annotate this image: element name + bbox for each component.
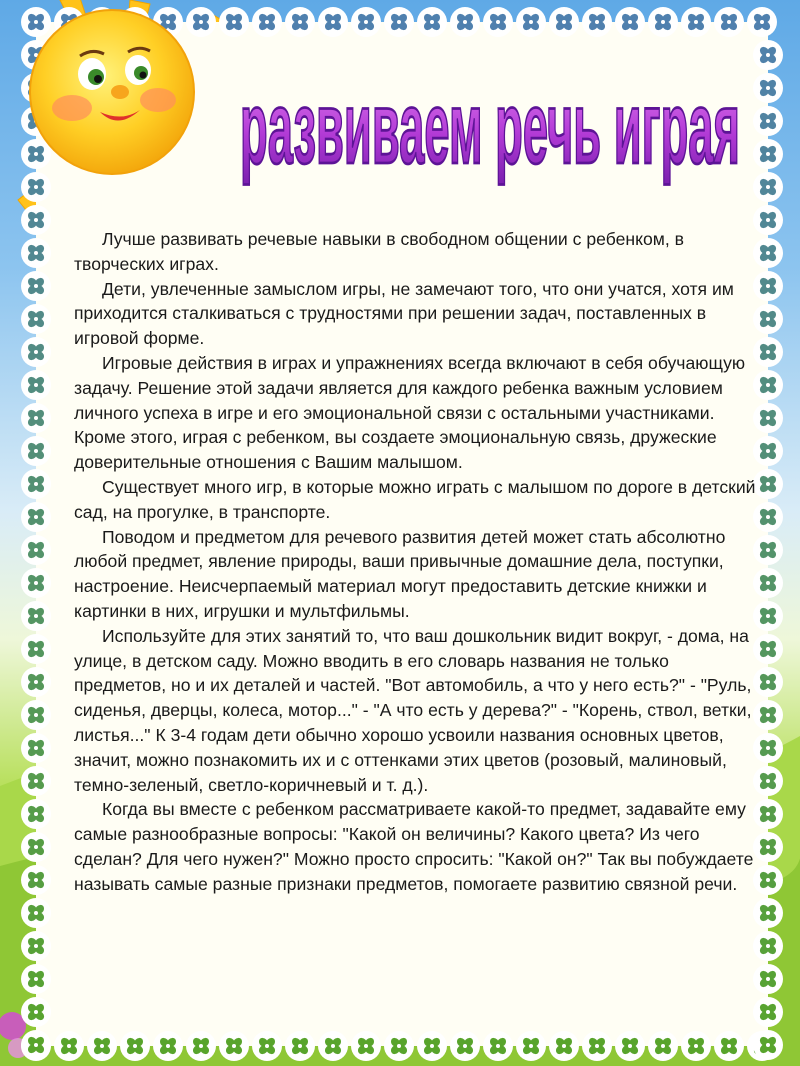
paragraph: Используйте для этих занятий то, что ваш дошкольник видит вокруг, - дома, на улице, в детском саду. Можно вводить в его словарь названия не только предметов, но и их деталей и частей. "Вот автомобиль, а что у него есть?" - "Руль, сиденья, дверцы, колеса, мотор..." - "А что есть у дерева?" - "Корень, ствол, ветки, листья..." К 3-4 годам дети обычно хорошо усвоили названия основных цветов, значит, можно познакомить их и с оттенками этих цветов (розовый, малиновый, темно-зеленый, светло-коричневый и т. д.). — [74, 625, 752, 795]
snowflake-flower-icon — [648, 7, 678, 37]
snowflake-flower-icon — [714, 7, 744, 37]
snowflake-flower-icon — [753, 139, 783, 169]
clover-icon — [384, 1031, 414, 1061]
clover-icon — [186, 1031, 216, 1061]
snowflake-flower-icon — [549, 7, 579, 37]
snowflake-flower-icon — [21, 370, 51, 400]
paragraph: Существует много игр, в которые можно играть с малышом по дороге в детский сад, на прогулке, в транспорте. — [74, 476, 756, 522]
clover-icon — [483, 1031, 513, 1061]
snowflake-flower-icon — [417, 7, 447, 37]
clover-icon — [351, 1031, 381, 1061]
snowflake-flower-icon — [450, 7, 480, 37]
snowflake-flower-icon — [483, 7, 513, 37]
clover-icon — [753, 898, 783, 928]
snowflake-flower-icon — [681, 7, 711, 37]
clover-icon — [252, 1031, 282, 1061]
clover-icon — [318, 1031, 348, 1061]
clover-icon — [753, 997, 783, 1027]
snowflake-flower-icon — [21, 403, 51, 433]
clover-icon — [21, 634, 51, 664]
clover-icon — [417, 1031, 447, 1061]
snowflake-flower-icon — [21, 304, 51, 334]
clover-icon — [681, 1031, 711, 1061]
snowflake-flower-icon — [285, 7, 315, 37]
clover-icon — [21, 667, 51, 697]
clover-icon — [615, 1031, 645, 1061]
title-text: развиваем речь играя — [240, 69, 740, 185]
clover-icon — [21, 865, 51, 895]
snowflake-flower-icon — [516, 7, 546, 37]
clover-icon — [450, 1031, 480, 1061]
snowflake-flower-icon — [21, 271, 51, 301]
snowflake-flower-icon — [21, 238, 51, 268]
clover-icon — [753, 931, 783, 961]
clover-icon — [153, 1031, 183, 1061]
snowflake-flower-icon — [318, 7, 348, 37]
snowflake-flower-icon — [753, 106, 783, 136]
clover-icon — [21, 832, 51, 862]
paragraph: Когда вы вместе с ребенком рассматриваете какой-то предмет, задавайте ему самые разнообразные вопросы: "Какой он величины? Какого цвета? Из чего сделан? Для чего нужен?" Можно просто спросить: "Какой он?" Так вы побуждаете называть самые разные признаки предметов, помогаете развитию связной речи. — [74, 799, 754, 894]
clover-icon — [582, 1031, 612, 1061]
clover-icon — [21, 535, 51, 565]
paragraph: Поводом и предметом для речевого развития детей может стать абсолютно любой предмет, явление природы, ваши привычные домашние дела, поступки, настроение. Неисчерпаемый материал могут предоставить детские книжки и картинки в них, игрушки и мультфильмы. — [74, 526, 726, 621]
paragraph: Дети, увлеченные замыслом игры, не замечают того, что они учатся, хотя им приходится сталкиваться с трудностями при решении задач, поставленных в игровой форме. — [74, 278, 734, 349]
clover-icon — [753, 964, 783, 994]
snowflake-flower-icon — [21, 337, 51, 367]
clover-icon — [21, 502, 51, 532]
clover-icon — [21, 469, 51, 499]
snowflake-flower-icon — [582, 7, 612, 37]
clover-icon — [21, 997, 51, 1027]
snowflake-flower-icon — [753, 73, 783, 103]
snowflake-flower-icon — [384, 7, 414, 37]
snowflake-flower-icon — [753, 40, 783, 70]
clover-icon — [21, 766, 51, 796]
clover-icon — [21, 568, 51, 598]
clover-icon — [87, 1031, 117, 1061]
clover-icon — [21, 964, 51, 994]
clover-icon — [21, 931, 51, 961]
clover-icon — [21, 799, 51, 829]
clover-icon — [21, 898, 51, 928]
paragraph: Игровые действия в играх и упражнениях всегда включают в себя обучающую задачу. Решение этой задачи является для каждого ребенка важным условием личного успеха в игре и его эмоциональной связи с остальными участниками. Кроме этого, играя с ребенком, вы создаете эмоциональную связь, дружеские доверительные отношения с Вашим малышом. — [74, 352, 746, 473]
page-title — [230, 62, 750, 192]
sun-icon — [0, 0, 260, 220]
clover-icon — [516, 1031, 546, 1061]
clover-icon — [54, 1031, 84, 1061]
clover-icon — [21, 700, 51, 730]
article-body — [74, 227, 764, 897]
clover-icon — [753, 1030, 783, 1060]
snowflake-flower-icon — [747, 7, 777, 37]
clover-icon — [714, 1031, 744, 1061]
snowflake-flower-icon — [21, 436, 51, 466]
clover-icon — [549, 1031, 579, 1061]
paragraph: Лучше развивать речевые навыки в свободном общении с ребенком, в творческих играх. — [74, 229, 684, 274]
clover-icon — [285, 1031, 315, 1061]
snowflake-flower-icon — [615, 7, 645, 37]
clover-icon — [21, 1030, 51, 1060]
snowflake-flower-icon — [753, 172, 783, 202]
clover-icon — [120, 1031, 150, 1061]
clover-icon — [648, 1031, 678, 1061]
snowflake-flower-icon — [351, 7, 381, 37]
clover-icon — [21, 601, 51, 631]
clover-icon — [21, 733, 51, 763]
clover-icon — [219, 1031, 249, 1061]
